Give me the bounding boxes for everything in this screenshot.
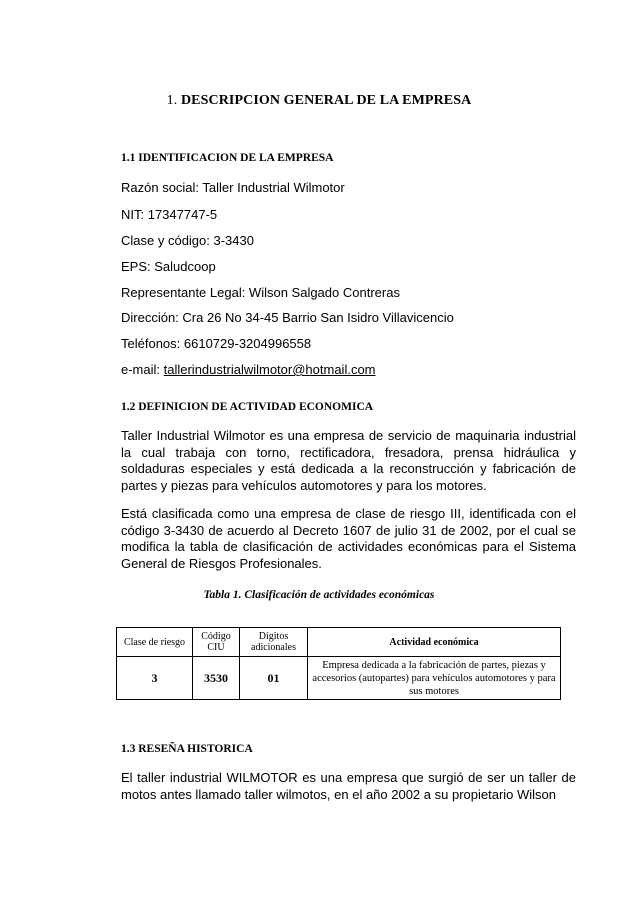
actividad-paragraph-1: Taller Industrial Wilmotor es una empresa de servicio de maquinaria industrial la cual trabaja con torno, rectificadora, fresadora, prensa hidráulica y soldaduras especiales y está dedicada a la reconstrucción y fabricación de partes y piezas para vehículos automotores y para los motores. xyxy=(121,428,576,493)
header-digitos-adicionales: Dígitos adicionales xyxy=(240,628,308,657)
table-caption: Tabla 1. Clasificación de actividades económicas xyxy=(203,589,435,601)
nit: NIT: 17347747-5 xyxy=(121,207,218,222)
cell-actividad-economica: Empresa dedicada a la fabricación de partes, piezas y accesorios (autopartes) para vehículos automotores y para sus motores xyxy=(308,657,561,700)
email-line xyxy=(121,362,376,377)
header-clase-riesgo: Clase de riesgo xyxy=(117,628,193,657)
actividades-table xyxy=(116,627,561,700)
cell-digitos-adicionales: 01 xyxy=(240,657,308,700)
razon-social: Razón social: Taller Industrial Wilmotor xyxy=(121,180,345,195)
cell-codigo-ciu: 3530 xyxy=(193,657,240,700)
page-title xyxy=(0,93,638,109)
actividad-paragraph-2: Está clasificada como una empresa de clase de riesgo III, identificada con el código 3-3430 de acuerdo al Decreto 1607 de julio 31 de 2002, por el cual se modifica la tabla de clasificación de actividades económicas para el Sistema General de Riesgos Profesionales. xyxy=(121,506,576,571)
title-text: DESCRIPCION GENERAL DE LA EMPRESA xyxy=(180,93,472,108)
header-codigo-ciu: Código CIU xyxy=(193,628,240,657)
section-heading-actividad: 1.2 DEFINICION DE ACTIVIDAD ECONOMICA xyxy=(121,401,374,413)
table-header-row xyxy=(117,628,561,657)
representante-legal: Representante Legal: Wilson Salgado Contreras xyxy=(121,285,400,300)
section-heading-resena: 1.3 RESEÑA HISTORICA xyxy=(121,743,253,755)
eps: EPS: Saludcoop xyxy=(121,259,216,274)
table-row xyxy=(117,657,561,700)
header-actividad-economica: Actividad económica xyxy=(308,628,561,657)
telefonos: Teléfonos: 6610729-3204996558 xyxy=(121,336,312,351)
title-number: 1. xyxy=(166,93,178,108)
email-link[interactable]: tallerindustrialwilmotor@hotmail.com xyxy=(163,362,376,377)
email-label: e-mail: xyxy=(121,362,164,377)
clase-codigo: Clase y código: 3-3430 xyxy=(121,233,254,248)
direccion: Dirección: Cra 26 No 34-45 Barrio San Isidro Villavicencio xyxy=(121,310,454,325)
resena-paragraph-1: El taller industrial WILMOTOR es una empresa que surgió de ser un taller de motos antes llamado taller wilmotos, en el año 2002 a su propietario Wilson xyxy=(121,770,576,802)
cell-clase-riesgo: 3 xyxy=(117,657,193,700)
section-heading-identificacion: 1.1 IDENTIFICACION DE LA EMPRESA xyxy=(121,152,334,164)
